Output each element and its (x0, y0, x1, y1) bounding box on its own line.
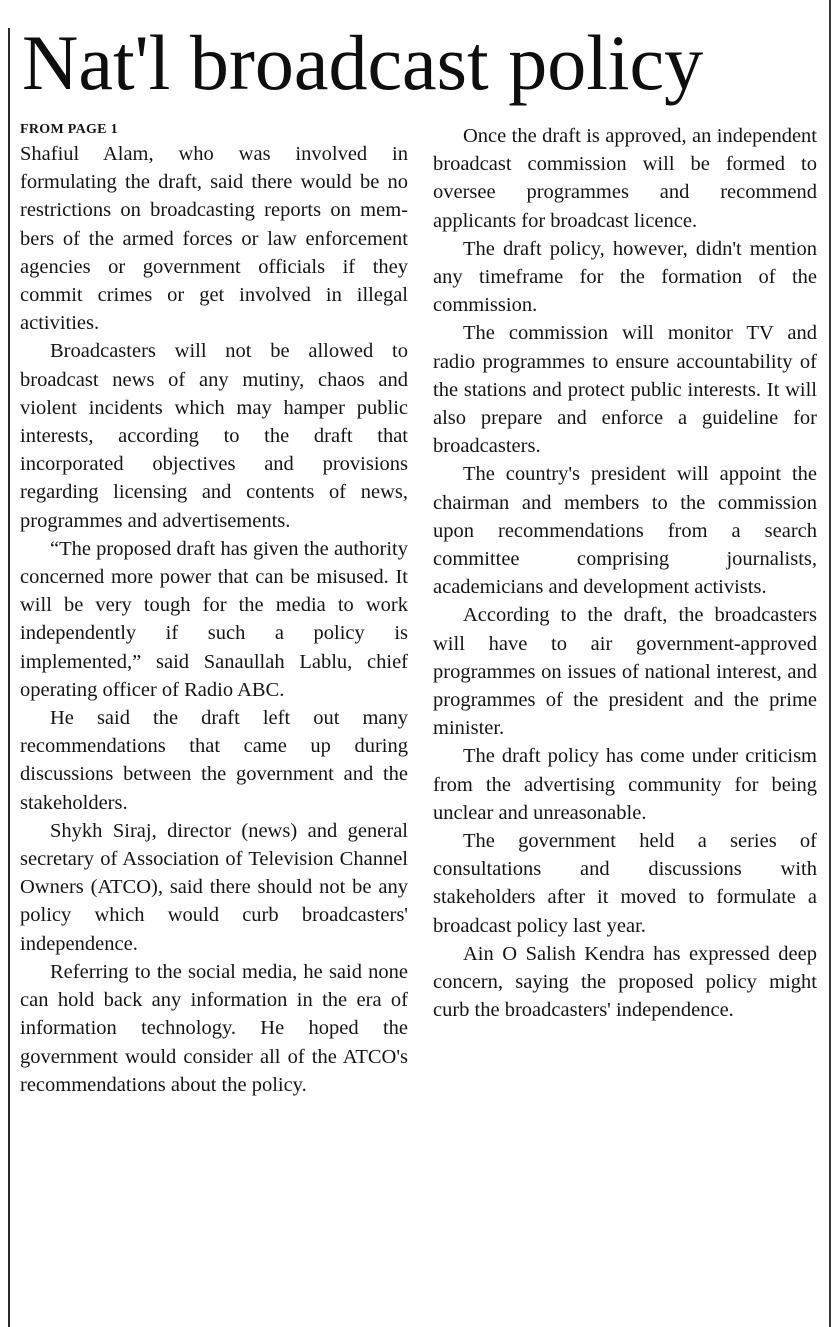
paragraph: “The proposed draft has given the authority concerned more power that can be misused. It will be very tough for the media to work independently if such a policy is implemented,” said Sanaullah Lablu, chief operating officer of Radio ABC. (20, 537, 408, 701)
article-column-right (433, 122, 817, 1025)
paragraph: According to the draft, the broadcasters will have to air government-approved programmes on issues of national interest, and programmes of the president and the prime minister. (433, 604, 817, 740)
headline: Nat'l broadcast policy (22, 19, 704, 106)
paragraph: Shykh Siraj, director (news) and general secretary of Association of Television Channel Owners (ATCO), said there should not be any policy which would curb broadcasters' independence. (20, 819, 408, 955)
paragraph: The draft policy has come under criticism from the advertising community for being unclear and unreasonable. (433, 745, 817, 824)
column-rule-right (829, 0, 831, 1327)
column-rule-left (8, 28, 10, 1327)
paragraph: Referring to the social media, he said none can hold back any information in the era of information technology. He hoped the government would consider all of the ATCO's recommendations about the policy. (20, 960, 408, 1096)
paragraph: Broadcasters will not be allowed to broadcast news of any mutiny, chaos and violent incidents which may hamper public interests, according to the draft that incorporated objectives and provisions regarding licensing and contents of news, programmes and advertisements. (20, 340, 408, 532)
paragraph: The draft policy, however, didn't mention any timeframe for the formation of the commission. (433, 237, 817, 317)
article-column-left (20, 120, 408, 1099)
paragraph: Ain O Salish Kendra has expressed deep concern, saying the proposed policy might curb the broadcasters' independence. (433, 942, 817, 1022)
paragraph: He said the draft left out many recommendations that came up during discussions between the government and the stakeholders. (20, 707, 408, 814)
paragraph: The government held a series of consultations and discussions with stakeholders after it moved to formulate a broadcast policy last year. (433, 830, 817, 937)
paragraph: Once the draft is approved, an independent broadcast commission will be formed to oversee programmes and recommend applicants for broadcast licence. (433, 125, 817, 232)
paragraph: The country's president will appoint the chairman and members to the commission upon recommendations from a search committee comprising journalists, academicians and development activists. (433, 463, 817, 599)
paragraph: Shafiul Alam, who was involved in formulating the draft, said there would be no restrictions on broadcasting reports on members of the armed forces or law enforcement agencies or government officials if they commit crimes or get involved in illegal activities. (20, 143, 408, 335)
dateline: FROM PAGE 1 (20, 122, 118, 137)
paragraph: The commission will monitor TV and radio programmes to ensure accountability of the stations and protect public interests. It will also prepare and enforce a guideline for broadcasters. (433, 322, 817, 458)
